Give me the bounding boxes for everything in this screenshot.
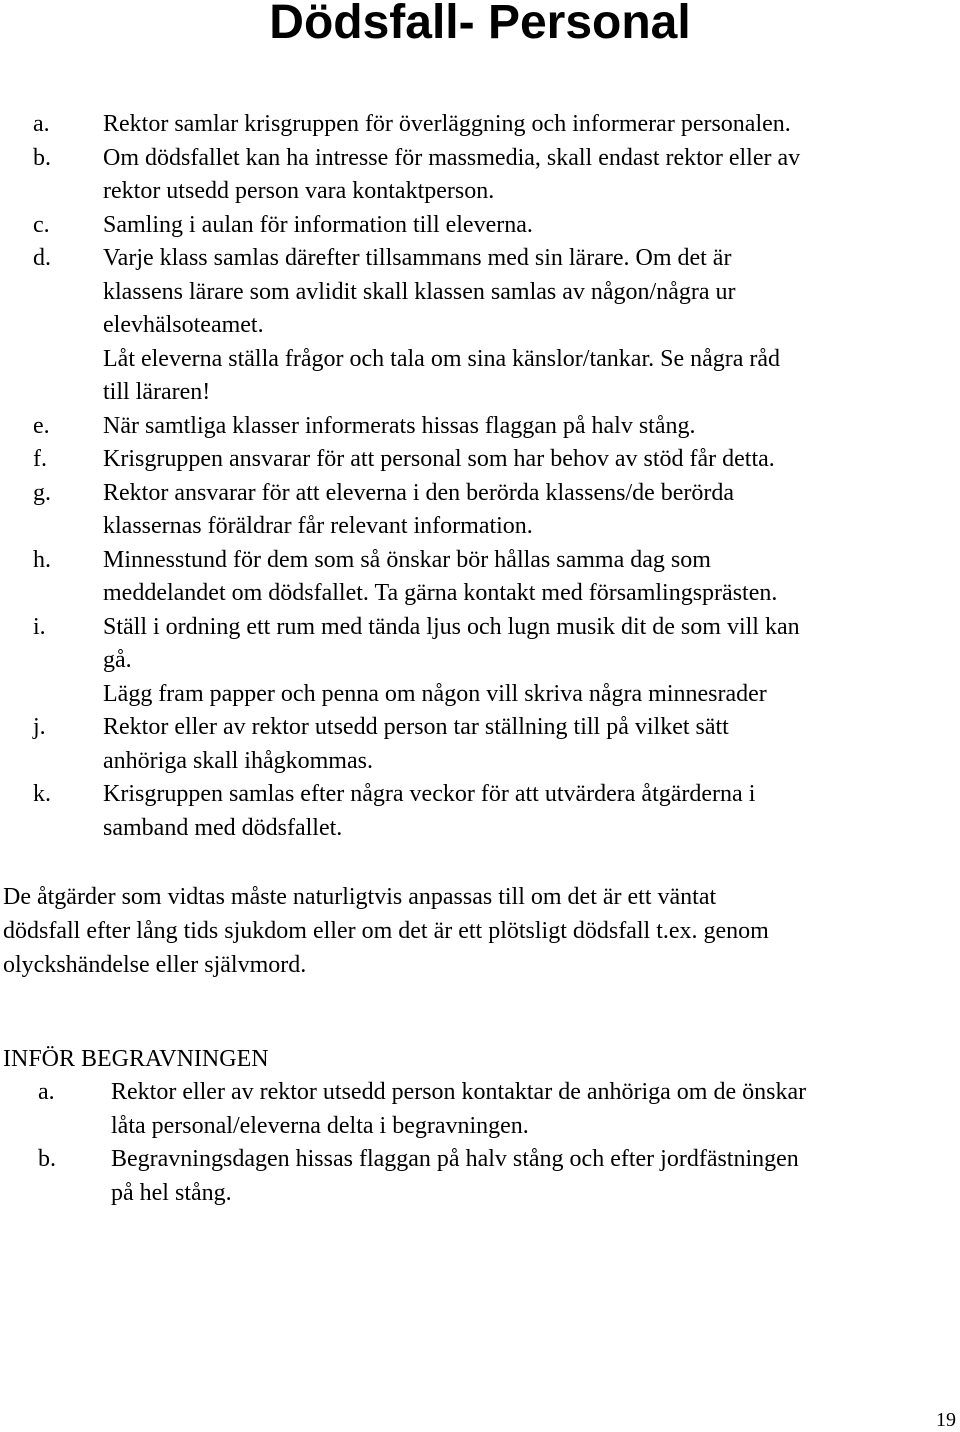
list-item — [38, 1143, 958, 1210]
text-line: klassernas föräldrar får relevant information. — [103, 513, 533, 539]
text-line: rektor utsedd person vara kontaktperson. — [103, 178, 495, 204]
list-item-text — [103, 443, 958, 477]
text-line: Krisgruppen samlas efter några veckor för att utvärdera åtgärderna i — [103, 781, 756, 807]
text-line: Begravningsdagen hissas flaggan på halv stång och efter jordfästningen — [111, 1146, 799, 1172]
list-item-text — [103, 242, 958, 410]
page-title: Dödsfall- Personal — [269, 0, 691, 49]
list-item-text — [103, 711, 958, 778]
text-line: Låt eleverna ställa frågor och tala om sina känslor/tankar. Se några råd — [103, 345, 781, 372]
text-line: Samling i aulan för information till eleverna. — [103, 211, 533, 238]
text-line: Rektor eller av rektor utsedd person tar ställning till på vilket sätt — [103, 714, 729, 740]
text-line: Ställ i ordning ett rum med tända ljus och lugn musik dit de som vill kan — [103, 613, 800, 640]
text-line: Krisgruppen ansvarar för att personal som har behov av stöd får detta. — [103, 446, 775, 472]
list-item-text — [103, 778, 958, 845]
list-item — [33, 611, 958, 712]
list-item-text — [103, 410, 958, 444]
text-line: låta personal/eleverna delta i begravningen. — [111, 1112, 529, 1139]
text-line: Rektor eller av rektor utsedd person kontaktar de anhöriga om de önskar — [111, 1079, 807, 1105]
steps-list — [33, 108, 958, 845]
text-line: Minnesstund för dem som så önskar bör hållas samma dag som — [103, 546, 711, 573]
text-line: Varje klass samlas därefter tillsammans med sin lärare. Om det är — [103, 245, 732, 271]
text-line: Rektor ansvarar för att eleverna i den berörda klassens/de berörda — [103, 479, 735, 506]
text-line: klassens lärare som avlidit skall klassen samlas av någon/några ur — [103, 278, 736, 305]
list-item — [33, 410, 958, 444]
list-marker: h. — [33, 546, 51, 573]
text-line: Lägg fram papper och penna om någon vill skriva några minnesrader — [103, 680, 767, 707]
list-item — [33, 544, 958, 611]
list-item — [38, 1076, 958, 1143]
list-item — [33, 477, 958, 544]
text-line: till läraren! — [103, 379, 211, 405]
paragraph-line: dödsfall efter lång tids sjukdom eller om det är ett plötsligt dödsfall t.ex. genom — [3, 918, 769, 944]
list-item — [33, 242, 958, 410]
list-item — [33, 142, 958, 209]
text-line: Rektor samlar krisgruppen för överläggning och informerar personalen. — [103, 111, 791, 137]
text-line: meddelandet om dödsfallet. Ta gärna kontakt med församlingsprästen. — [103, 580, 778, 606]
list-marker: c. — [33, 211, 50, 238]
list-marker: a. — [38, 1079, 55, 1105]
list-marker: b. — [38, 1146, 56, 1172]
paragraph-line: De åtgärder som vidtas måste naturligtvis anpassas till om det är ett väntat — [3, 884, 717, 910]
list-marker: f. — [33, 446, 47, 472]
list-marker: k. — [33, 781, 51, 807]
note-paragraph — [3, 880, 958, 982]
list-marker: i. — [33, 613, 46, 640]
list-marker: b. — [33, 144, 51, 171]
text-line: När samtliga klasser informerats hissas flaggan på halv stång. — [103, 412, 696, 439]
text-line: gå. — [103, 647, 132, 673]
funeral-steps-list — [38, 1076, 958, 1210]
list-item-text — [103, 611, 958, 712]
list-item — [33, 108, 958, 142]
list-marker: j. — [33, 714, 46, 740]
text-line: samband med dödsfallet. — [103, 814, 343, 841]
list-item — [33, 443, 958, 477]
paragraph-line: olyckshändelse eller självmord. — [3, 952, 307, 978]
list-marker: a. — [33, 111, 50, 137]
text-line: Om dödsfallet kan ha intresse för massmedia, skall endast rektor eller av — [103, 144, 801, 171]
list-item-text — [103, 142, 958, 209]
list-item-text — [111, 1143, 958, 1210]
list-item-text — [103, 544, 958, 611]
list-item — [33, 209, 958, 243]
list-item-text — [103, 209, 958, 243]
list-marker: d. — [33, 245, 51, 271]
list-item — [33, 711, 958, 778]
list-item-text — [103, 108, 958, 142]
page-number: 19 — [936, 1409, 956, 1431]
section-heading: INFÖR BEGRAVNINGEN — [3, 1046, 269, 1072]
list-marker: g. — [33, 479, 51, 506]
list-item-text — [111, 1076, 958, 1143]
text-line: elevhälsoteamet. — [103, 312, 264, 338]
list-marker: e. — [33, 412, 50, 439]
list-item-text — [103, 477, 958, 544]
list-item — [33, 778, 958, 845]
text-line: på hel stång. — [111, 1179, 232, 1206]
text-line: anhöriga skall ihågkommas. — [103, 747, 373, 774]
